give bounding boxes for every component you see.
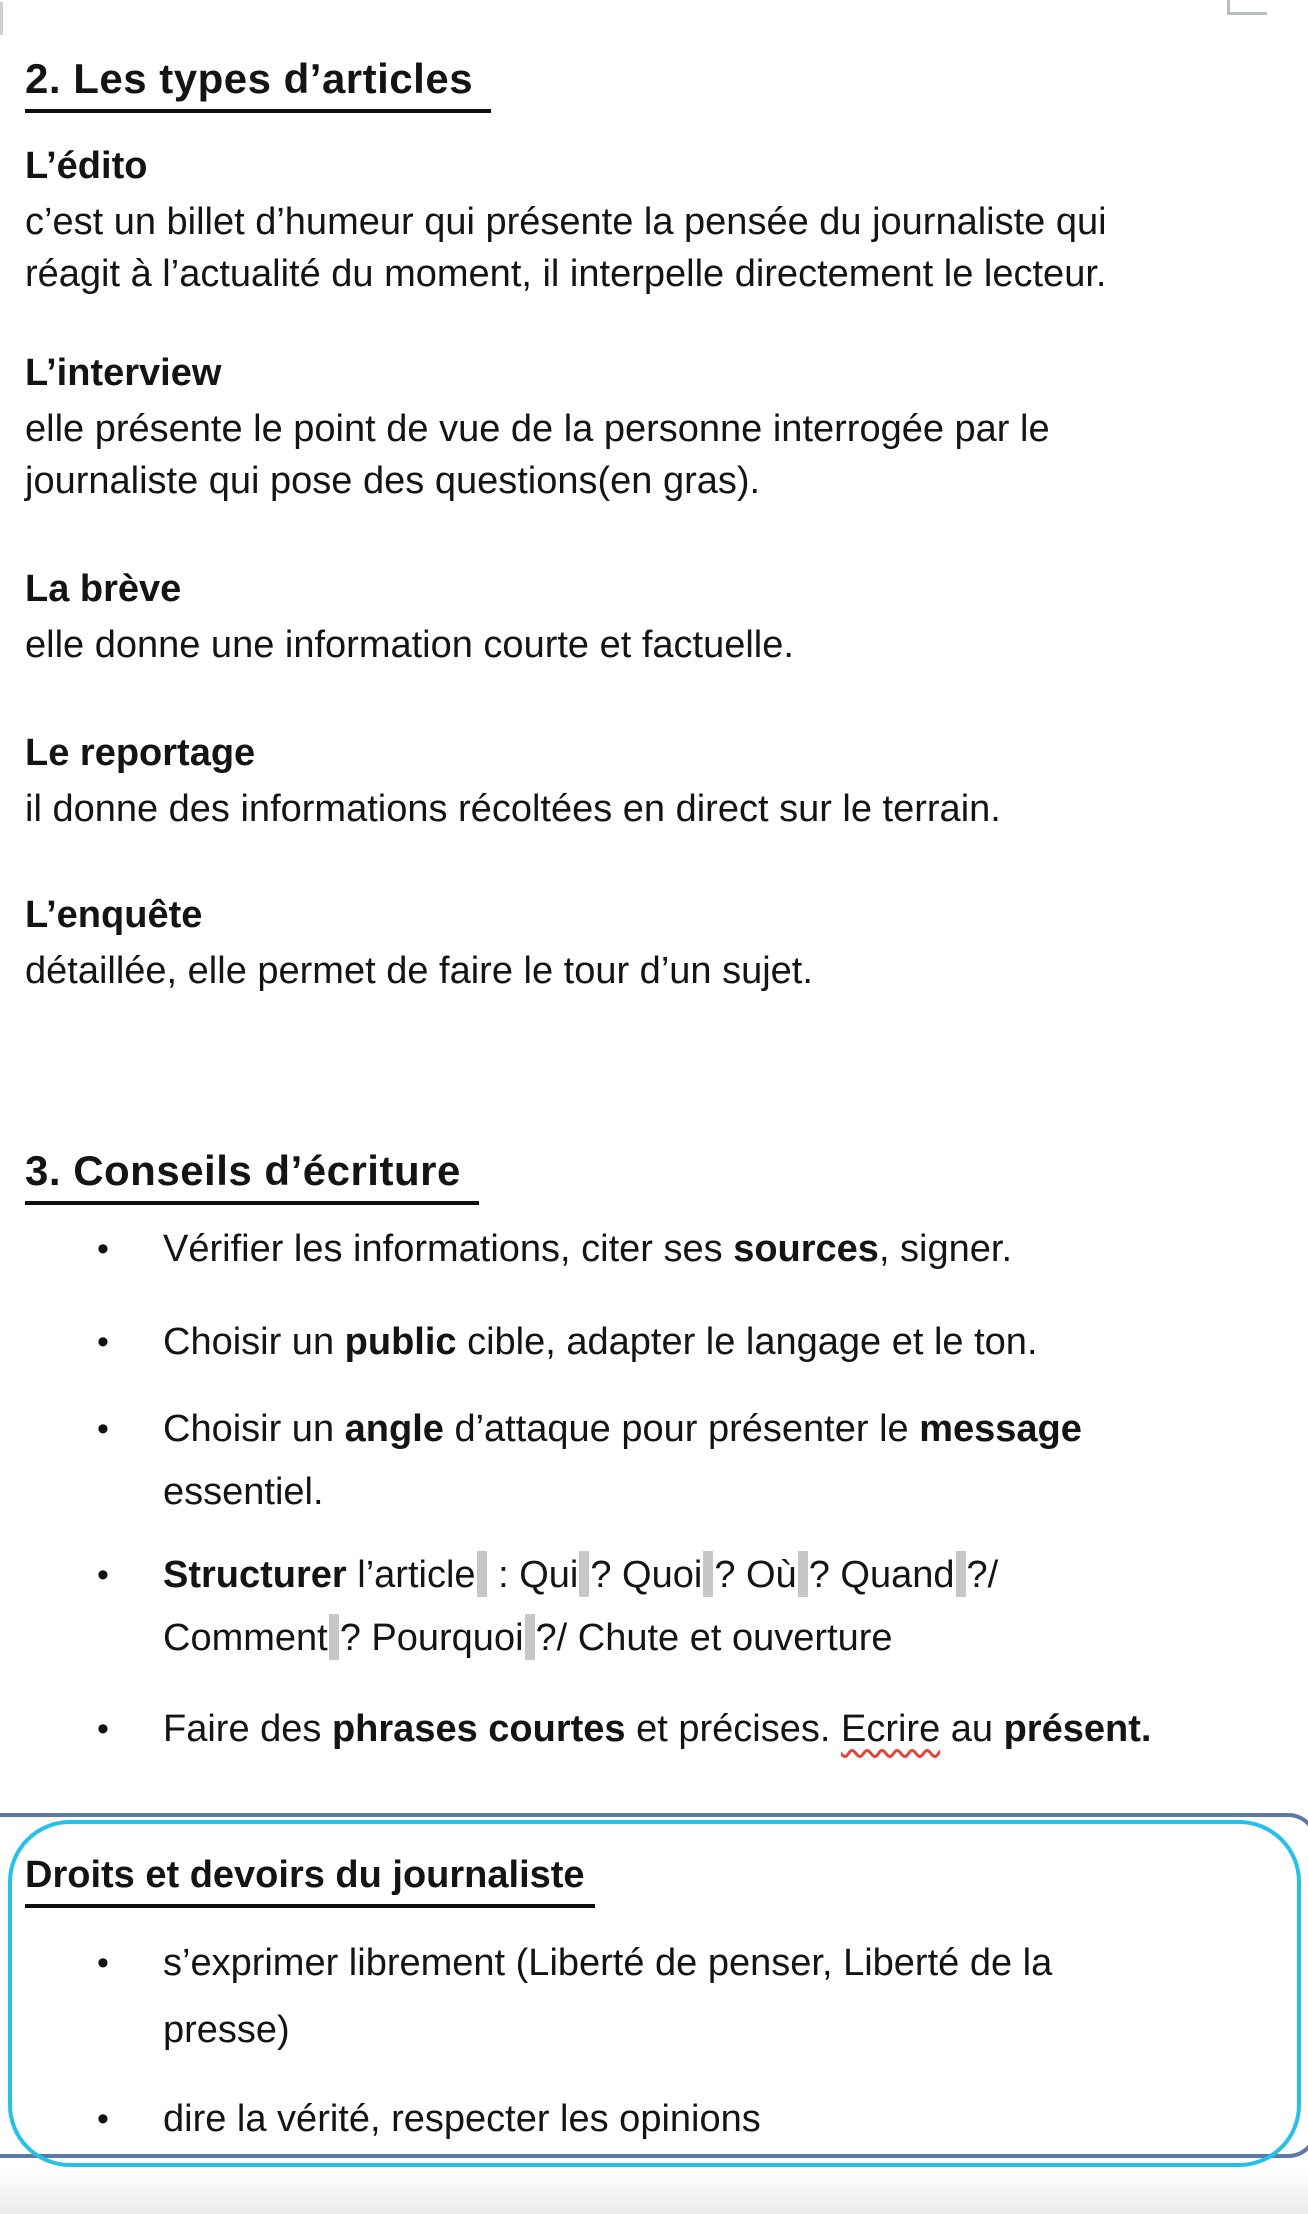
bullet-text: Structurer l’article : Qui ? Quoi ? Où ? Quand ?/ Comment ? Pourquoi ?/ Chute et ouverture <box>163 1554 998 1659</box>
bullet-dot: • <box>97 1410 109 1448</box>
article-type-description: elle donne une information courte et factuelle. <box>25 624 794 666</box>
conseil-bullet-4 <box>25 1544 1265 1670</box>
bullet-dot: • <box>97 1323 109 1361</box>
space-highlight-mark <box>525 1614 535 1660</box>
space-highlight-mark <box>956 1551 966 1597</box>
article-type-description: il donne des informations récoltées en direct sur le terrain. <box>25 788 1001 830</box>
rights-box-heading <box>25 1854 1295 1908</box>
section-types-articles <box>25 55 1295 113</box>
bullet-dot: • <box>97 1556 109 1594</box>
bullet-text: Vérifier les informations, citer ses sources, signer. <box>163 1228 1013 1270</box>
article-type-name: L’édito <box>25 145 148 187</box>
bullet-text: dire la vérité, respecter les opinions <box>163 2098 761 2140</box>
bullet-text: Choisir un angle d’attaque pour présenter le message essentiel. <box>163 1408 1082 1513</box>
article-type-breve <box>25 566 1295 671</box>
frame-corner-mark <box>1227 0 1267 15</box>
conseil-bullet-2 <box>25 1311 1265 1374</box>
article-type-name: Le reportage <box>25 732 256 774</box>
article-type-description: c’est un billet d’humeur qui présente la pensée du journaliste qui réagit à l’actualité du moment, il interpelle directement le lecteur. <box>25 201 1107 295</box>
article-type-enquete <box>25 892 1295 997</box>
article-type-name: La brève <box>25 568 182 610</box>
article-type-reportage <box>25 730 1295 835</box>
space-highlight-mark <box>329 1614 339 1660</box>
conseil-bullet-3 <box>25 1398 1265 1524</box>
article-type-description: elle présente le point de vue de la personne interrogée par le journaliste qui pose des questions(en gras). <box>25 408 1050 502</box>
article-type-name: L’enquête <box>25 894 203 936</box>
article-type-interview <box>25 350 1295 507</box>
page-bottom-edge <box>0 2168 1308 2214</box>
section-title: 2. Les types d’articles <box>25 55 491 113</box>
bullet-dot: • <box>97 1944 109 1982</box>
section-title: 3. Conseils d’écriture <box>25 1147 479 1205</box>
rights-box-title: Droits et devoirs du journaliste <box>25 1854 595 1908</box>
space-highlight-mark <box>477 1551 487 1597</box>
bullet-text: Faire des phrases courtes et précises. Ecrire au présent. <box>163 1708 1152 1750</box>
rights-bullet-1 <box>25 1930 1265 2064</box>
article-type-name: L’interview <box>25 352 222 394</box>
conseil-bullet-1 <box>25 1218 1265 1281</box>
bullet-dot: • <box>97 1710 109 1748</box>
space-highlight-mark <box>703 1551 713 1597</box>
rights-bullet-2 <box>25 2086 1265 2153</box>
bullet-text: s’exprimer librement (Liberté de penser, Liberté de la presse) <box>163 1942 1053 2051</box>
article-type-edito <box>25 143 1295 300</box>
article-type-description: détaillée, elle permet de faire le tour d’un sujet. <box>25 950 813 992</box>
bullet-text: Choisir un public cible, adapter le langage et le ton. <box>163 1321 1038 1363</box>
conseil-bullet-5 <box>25 1698 1265 1761</box>
space-highlight-mark <box>798 1551 808 1597</box>
space-highlight-mark <box>579 1551 589 1597</box>
bullet-dot: • <box>97 1230 109 1268</box>
page-edge-mark <box>0 2 3 35</box>
bullet-dot: • <box>97 2100 109 2138</box>
section-conseils-ecriture <box>25 1147 1295 1205</box>
